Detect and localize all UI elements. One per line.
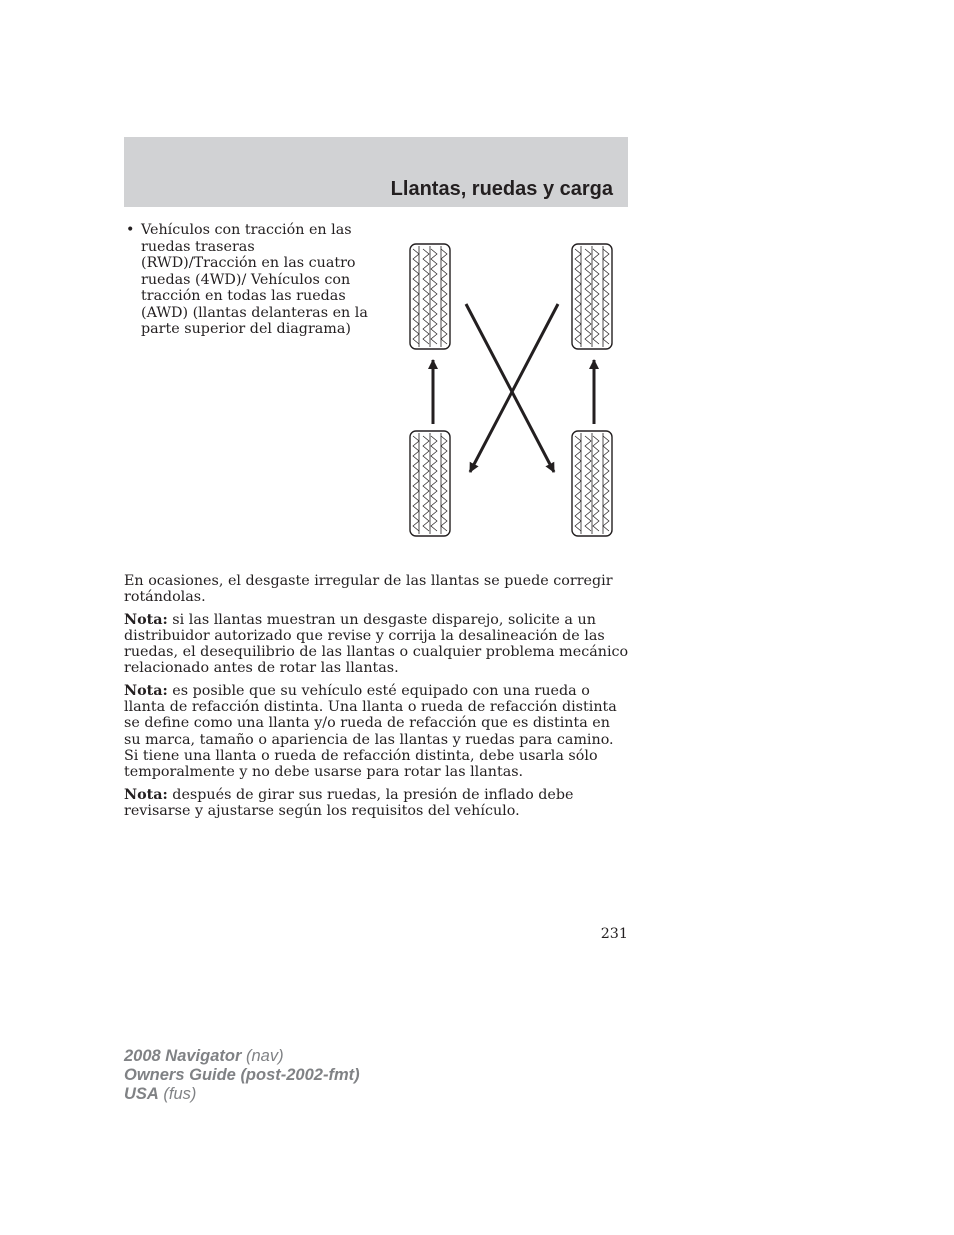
page-number: 231 <box>600 926 628 942</box>
section-header-band <box>124 137 628 207</box>
footer-line <box>124 1066 360 1085</box>
bullet-symbol: • <box>126 222 135 238</box>
rear-right-tire-icon <box>572 431 612 536</box>
rear-left-tire-icon <box>410 431 450 536</box>
body-text <box>124 573 629 825</box>
footer-guide: Owners Guide (post-2002-fmt) <box>124 1066 360 1084</box>
paragraph-text: si las llantas muestran un desgaste disparejo, solicite a un distribuidor autorizado que revise y corrija la desalineación de las ruedas, el desequilibrio de las llantas o cualquier problema mecánico relacionado antes de rotar las llantas. <box>124 611 629 677</box>
arrow-front-left-to-rear-right-icon <box>466 304 554 472</box>
footer-model: 2008 Navigator <box>124 1047 242 1065</box>
paragraph-text: después de girar sus ruedas, la presión de inflado debe revisarse y ajustarse según los requisitos del vehículo. <box>124 786 574 819</box>
front-right-tire-icon <box>572 244 612 349</box>
bullet-text: Vehículos con tracción en las ruedas traseras (RWD)/Tracción en las cuatro ruedas (4WD)/ Vehículos con tracción en todas las ruedas (AWD) (llantas delanteras en la parte superior del diagrama) <box>141 222 368 337</box>
paragraph-text: En ocasiones, el desgaste irregular de las llantas se puede corregir rotándolas. <box>124 573 613 606</box>
paragraph-note <box>124 787 629 820</box>
footer-model-code: (nav) <box>241 1047 284 1065</box>
section-title: Llantas, ruedas y carga <box>390 178 613 200</box>
footer <box>124 1047 360 1104</box>
arrow-front-right-to-rear-left-icon <box>470 304 558 472</box>
paragraph-note <box>124 612 629 677</box>
bullet-item <box>124 222 374 338</box>
note-label: Nota: <box>124 611 168 628</box>
paragraph-note <box>124 683 629 781</box>
footer-region: USA <box>124 1085 159 1103</box>
footer-region-code: (fus) <box>158 1085 197 1103</box>
note-label: Nota: <box>124 682 168 699</box>
paragraph-text: es posible que su vehículo esté equipado con una rueda o llanta de refacción distinta. Una llanta o rueda de refacción distinta se define como una llanta y/o rueda de refacción que es distinta en su marca, tamaño o apariencia de las llantas y ruedas para camino. Si tiene una llanta o rueda de refacción distinta, debe usarla sólo temporalmente y no debe usarse para rotar las llantas. <box>124 682 617 781</box>
note-label: Nota: <box>124 786 168 803</box>
front-left-tire-icon <box>410 244 450 349</box>
paragraph-intro <box>124 573 629 606</box>
footer-line <box>124 1047 360 1066</box>
footer-line <box>124 1085 360 1104</box>
tire-rotation-diagram <box>400 236 620 541</box>
